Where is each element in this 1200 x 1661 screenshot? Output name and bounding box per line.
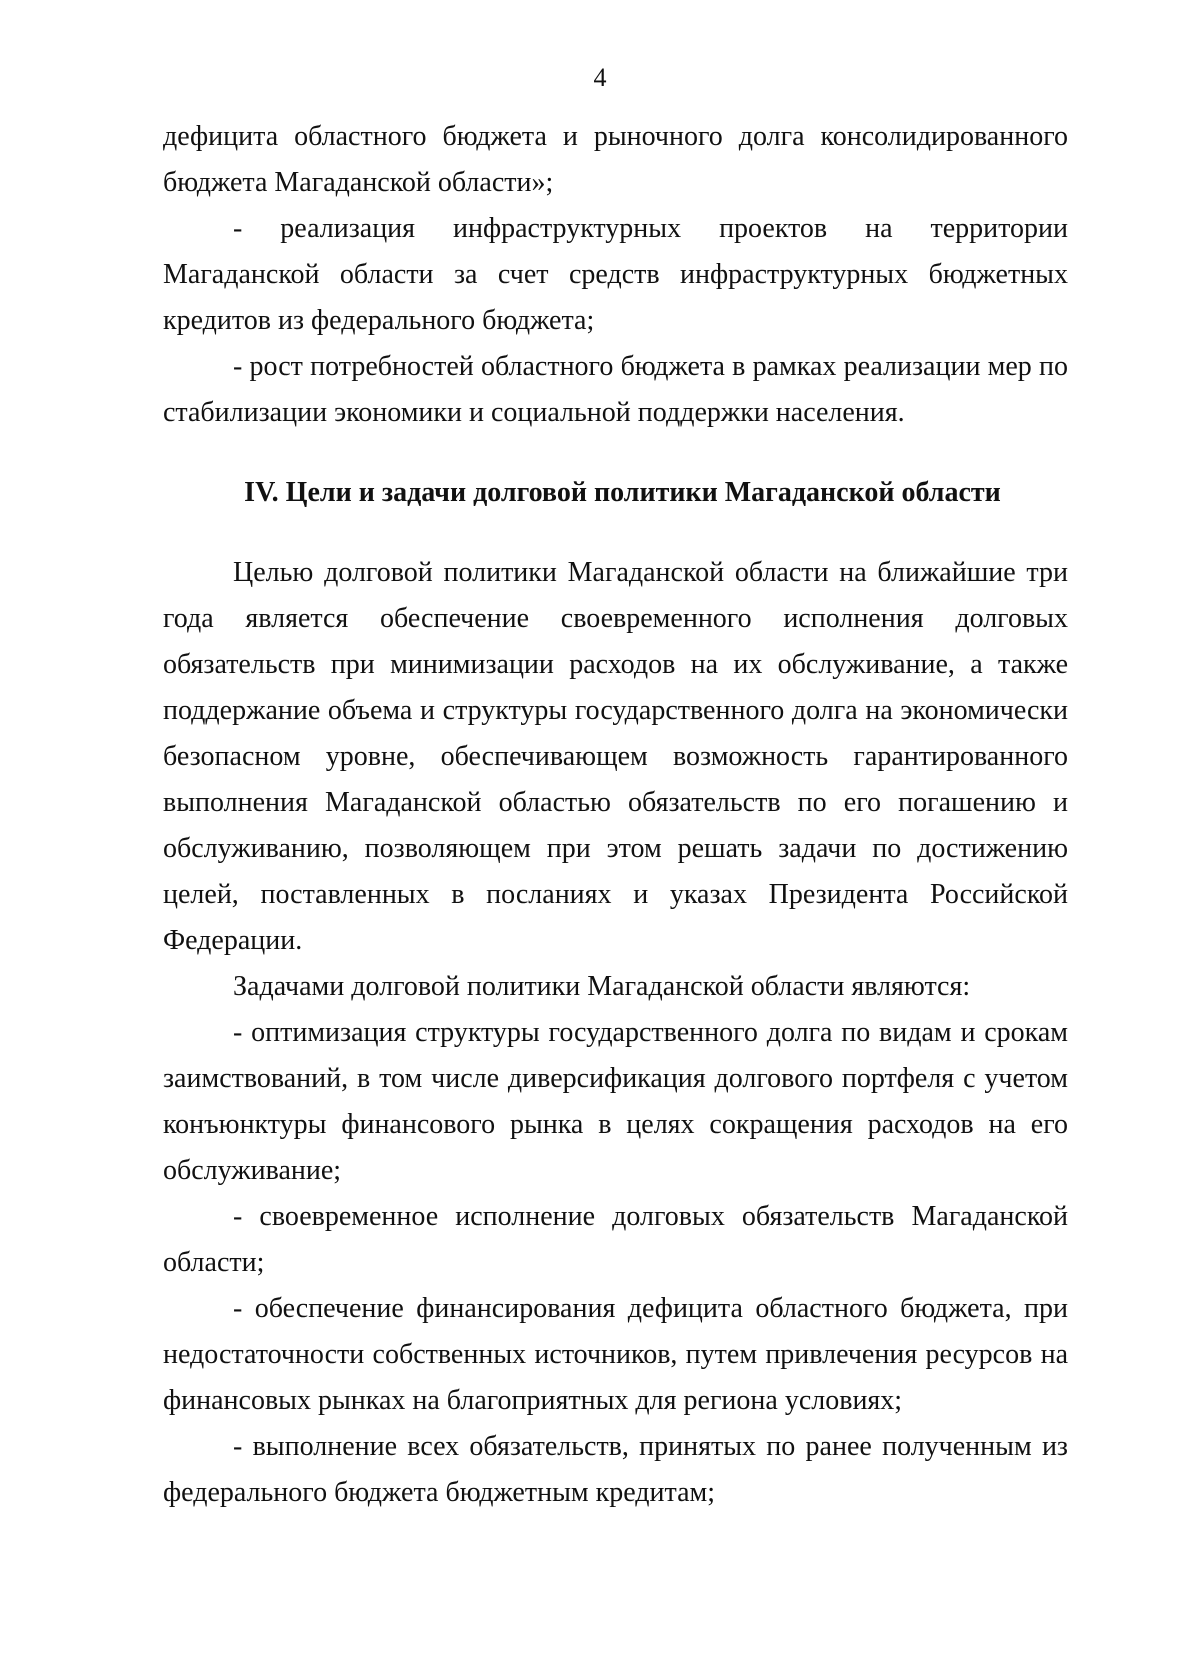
task-item-optimization: - оптимизация структуры государственного долга по видам и срокам заимствований, в том числе диверсификация долгового портфеля с учетом конъюнктуры финансового рынка в целях сокращения расходов на его обслуживание; bbox=[163, 1017, 1068, 1186]
page-number: 4 bbox=[593, 63, 607, 92]
task-item-federal-credits: - выполнение всех обязательств, принятых по ранее полученным из федерального бюджета бюджетным кредитам; bbox=[163, 1431, 1068, 1508]
task-item-timely-execution: - своевременное исполнение долговых обязательств Магаданской области; bbox=[163, 1201, 1068, 1278]
tasks-intro: Задачами долговой политики Магаданской области являются: bbox=[233, 971, 971, 1002]
intro-bullet-infrastructure: - реализация инфраструктурных проектов на территории Магаданской области за счет средств инфраструктурных бюджетных кредитов из федерального бюджета; bbox=[163, 213, 1068, 336]
intro-continuation-paragraph: дефицита областного бюджета и рыночного долга консолидированного бюджета Магаданской области»; bbox=[163, 121, 1068, 198]
document-body bbox=[163, 114, 1068, 1516]
goal-paragraph: Целью долговой политики Магаданской области на ближайшие три года является обеспечение своевременного исполнения долговых обязательств при минимизации расходов на их обслуживание, а также поддержание объема и структуры государственного долга на экономически безопасном уровне, обеспечивающем возможность гарантированного выполнения Магаданской областью обязательств по его погашению и обслуживанию, позволяющем при этом решать задачи по достижению целей, поставленных в посланиях и указах Президента Российской Федерации. bbox=[163, 557, 1068, 956]
task-item-deficit-financing: - обеспечение финансирования дефицита областного бюджета, при недостаточности собственных источников, путем привлечения ресурсов на финансовых рынках на благоприятных для региона условиях; bbox=[163, 1293, 1068, 1416]
intro-bullet-budget-needs: - рост потребностей областного бюджета в рамках реализации мер по стабилизации экономики и социальной поддержки населения. bbox=[163, 351, 1068, 428]
section-heading: IV. Цели и задачи долговой политики Магаданской области bbox=[244, 477, 1001, 508]
